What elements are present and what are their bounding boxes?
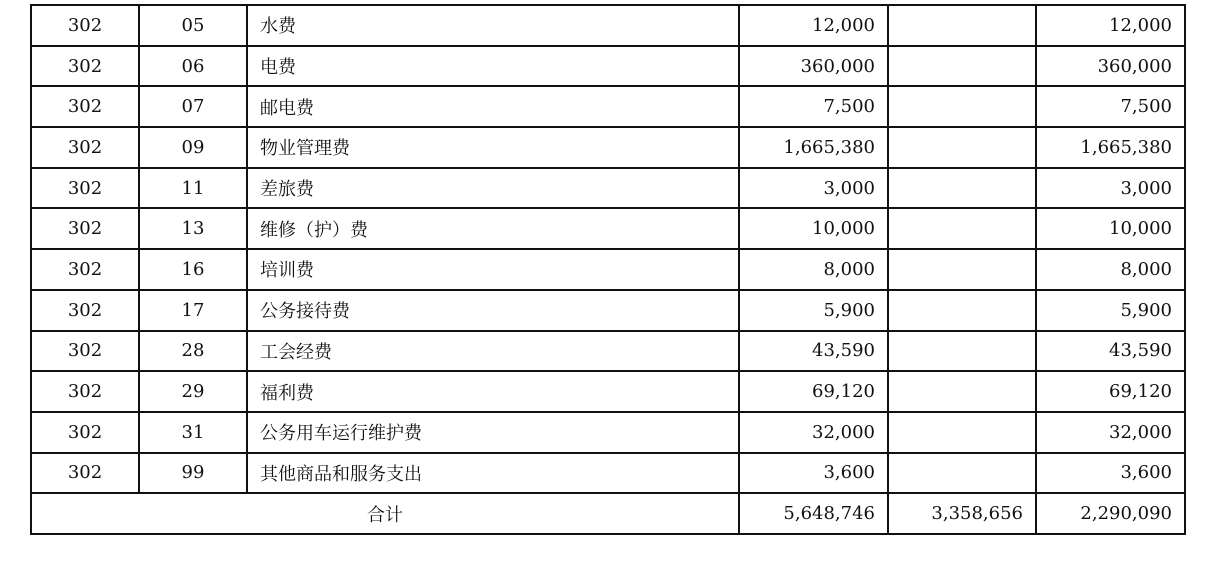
total-cell: 32,000 <box>739 412 888 453</box>
project-cell: 8,000 <box>1036 249 1185 290</box>
table-row <box>31 412 1185 453</box>
project-cell: 3,000 <box>1036 168 1185 209</box>
item-code-cell: 28 <box>139 331 247 372</box>
table-body <box>31 5 1185 534</box>
project-cell: 32,000 <box>1036 412 1185 453</box>
basic-cell <box>888 208 1036 249</box>
table-row <box>31 371 1185 412</box>
item-code-cell: 31 <box>139 412 247 453</box>
total-cell: 360,000 <box>739 46 888 87</box>
total-cell: 7,500 <box>739 86 888 127</box>
item-name-cell: 邮电费 <box>247 86 739 127</box>
class-code-cell: 302 <box>31 168 139 209</box>
item-name-cell: 维修（护）费 <box>247 208 739 249</box>
basic-cell <box>888 86 1036 127</box>
project-cell: 360,000 <box>1036 46 1185 87</box>
item-code-cell: 29 <box>139 371 247 412</box>
summary-row <box>31 493 1185 534</box>
item-name-cell: 公务接待费 <box>247 290 739 331</box>
total-cell: 3,600 <box>739 453 888 494</box>
item-name-cell: 公务用车运行维护费 <box>247 412 739 453</box>
summary-project-cell: 2,290,090 <box>1036 493 1185 534</box>
table-row <box>31 453 1185 494</box>
class-code-cell: 302 <box>31 127 139 168</box>
basic-cell <box>888 371 1036 412</box>
total-cell: 12,000 <box>739 5 888 46</box>
item-name-cell: 水费 <box>247 5 739 46</box>
project-cell: 1,665,380 <box>1036 127 1185 168</box>
item-code-cell: 11 <box>139 168 247 209</box>
item-name-cell: 福利费 <box>247 371 739 412</box>
basic-cell <box>888 290 1036 331</box>
item-code-cell: 17 <box>139 290 247 331</box>
total-cell: 3,000 <box>739 168 888 209</box>
class-code-cell: 302 <box>31 331 139 372</box>
project-cell: 5,900 <box>1036 290 1185 331</box>
class-code-cell: 302 <box>31 46 139 87</box>
class-code-cell: 302 <box>31 371 139 412</box>
summary-total-cell: 5,648,746 <box>739 493 888 534</box>
total-cell: 8,000 <box>739 249 888 290</box>
item-code-cell: 09 <box>139 127 247 168</box>
table-row <box>31 249 1185 290</box>
table-row <box>31 331 1185 372</box>
item-name-cell: 物业管理费 <box>247 127 739 168</box>
item-code-cell: 05 <box>139 5 247 46</box>
item-name-cell: 其他商品和服务支出 <box>247 453 739 494</box>
class-code-cell: 302 <box>31 5 139 46</box>
class-code-cell: 302 <box>31 453 139 494</box>
total-cell: 1,665,380 <box>739 127 888 168</box>
project-cell: 10,000 <box>1036 208 1185 249</box>
basic-cell <box>888 127 1036 168</box>
total-cell: 43,590 <box>739 331 888 372</box>
item-name-cell: 电费 <box>247 46 739 87</box>
item-code-cell: 13 <box>139 208 247 249</box>
basic-cell <box>888 412 1036 453</box>
class-code-cell: 302 <box>31 208 139 249</box>
item-code-cell: 16 <box>139 249 247 290</box>
basic-cell <box>888 249 1036 290</box>
item-name-cell: 工会经费 <box>247 331 739 372</box>
project-cell: 7,500 <box>1036 86 1185 127</box>
basic-cell <box>888 168 1036 209</box>
total-cell: 69,120 <box>739 371 888 412</box>
table-row <box>31 5 1185 46</box>
item-code-cell: 99 <box>139 453 247 494</box>
project-cell: 12,000 <box>1036 5 1185 46</box>
table-row <box>31 86 1185 127</box>
basic-cell <box>888 46 1036 87</box>
project-cell: 43,590 <box>1036 331 1185 372</box>
basic-cell <box>888 5 1036 46</box>
summary-basic-cell: 3,358,656 <box>888 493 1036 534</box>
class-code-cell: 302 <box>31 412 139 453</box>
table-row <box>31 168 1185 209</box>
class-code-cell: 302 <box>31 86 139 127</box>
class-code-cell: 302 <box>31 249 139 290</box>
basic-cell <box>888 331 1036 372</box>
basic-cell <box>888 453 1036 494</box>
item-code-cell: 07 <box>139 86 247 127</box>
expenditure-table <box>30 4 1186 535</box>
table-row <box>31 208 1185 249</box>
project-cell: 69,120 <box>1036 371 1185 412</box>
item-name-cell: 培训费 <box>247 249 739 290</box>
item-name-cell: 差旅费 <box>247 168 739 209</box>
project-cell: 3,600 <box>1036 453 1185 494</box>
class-code-cell: 302 <box>31 290 139 331</box>
table-row <box>31 290 1185 331</box>
item-code-cell: 06 <box>139 46 247 87</box>
table-row <box>31 46 1185 87</box>
total-cell: 10,000 <box>739 208 888 249</box>
total-cell: 5,900 <box>739 290 888 331</box>
table-row <box>31 127 1185 168</box>
summary-label: 合计 <box>31 493 739 534</box>
